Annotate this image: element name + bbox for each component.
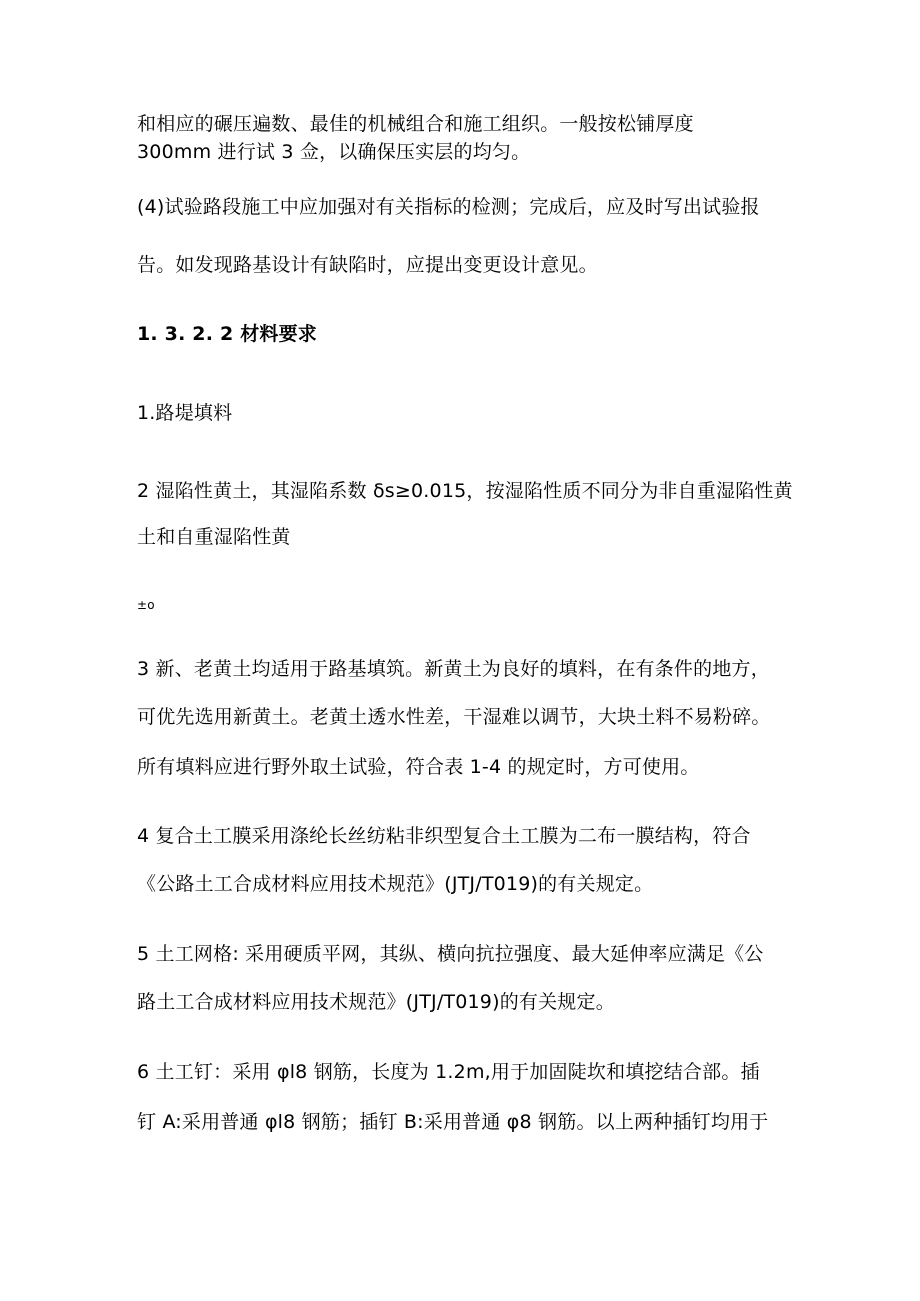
text-line-18: 钉 A:采用普通 φl8 钢筋；插钉 B:采用普通 φ8 钢筋。以上两种插钉均用于 (137, 1111, 769, 1133)
text-line-17: 6 土工钉：采用 φl8 钢筋，长度为 1.2m,用于加固陡坎和填挖结合部。插 (137, 1061, 760, 1083)
text-line-13: 4 复合土工膜采用涤纶长丝纺粘非织型复合土工膜为二布一膜结构，符合 (137, 825, 751, 847)
text-line-8: 土和自重湿陷性黄 (137, 526, 291, 548)
text-line-7: 2 湿陷性黄土，其湿陷系数 δs≥0.015，按湿陷性质不同分为非自重湿陷性黄 (137, 480, 793, 502)
stray-mark: ±o (137, 598, 155, 612)
text-line-14: 《公路土工合成材料应用技术规范》(JTJ/T019)的有关规定。 (137, 873, 654, 895)
text-line-12: 所有填料应进行野外取土试验，符合表 1-4 的规定时，方可使用。 (137, 756, 700, 778)
section-heading: 1. 3. 2. 2 材料要求 (137, 323, 317, 345)
subsection-title: 1.路堤填料 (137, 402, 233, 424)
text-line-15: 5 土工网格: 采用硬质平网，其纵、横向抗拉强度、最大延伸率应满足《公 (137, 943, 764, 965)
text-line-2: 300mm 进行试 3 佥，以确保压实层的均匀。 (137, 141, 531, 163)
text-line-1: 和相应的碾压遍数、最佳的机械组合和施工组织。一般按松铺厚度 (137, 113, 694, 135)
text-line-11: 可优先选用新黄土。老黄土透水性差，干湿难以调节，大块土料不易粉碎。 (137, 706, 771, 728)
text-line-16: 路土工合成材料应用技术规范》(JTJ/T019)的有关规定。 (137, 991, 615, 1013)
text-line-10: 3 新、老黄土均适用于路基填筑。新黄土为良好的填料，在有条件的地方， (137, 658, 770, 680)
text-line-4: 告。如发现路基设计有缺陷时，应提出变更设计意见。 (137, 254, 598, 276)
text-line-3: (4)试验路段施工中应加强对有关指标的检测；完成后，应及时写出试验报 (137, 196, 760, 218)
